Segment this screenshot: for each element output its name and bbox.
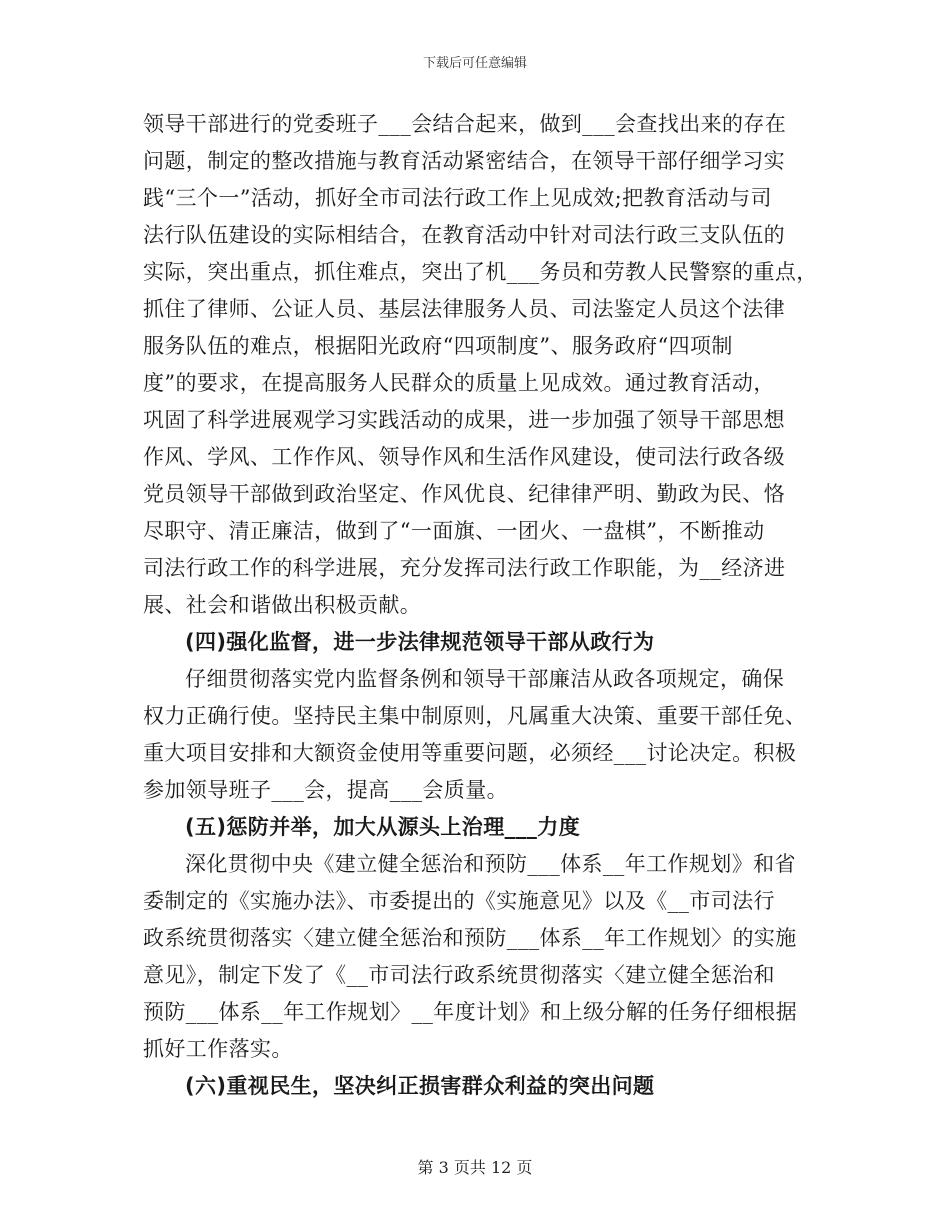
page-number: 第 3 页共 12 页 — [417, 1158, 533, 1177]
section-heading-6: (六)重视民生，坚决纠正损害群众利益的突出问题 — [185, 1074, 655, 1098]
section-heading-4: (四)强化监督，进一步法律规范领导干部从政行为 — [185, 630, 655, 654]
section-heading-5: (五)惩防并举，加大从源头上治理___力度 — [185, 815, 581, 839]
document-body — [143, 106, 823, 1105]
download-note: 下载后可任意编辑 — [422, 56, 527, 71]
paragraph-3: 深化贯彻中央《建立健全惩治和预防___体系__年工作规划》和省 委制定的《实施办法》、市委提出的《实施意见》以及《__市司法行 政系统贯彻落实〈建立健全惩治和预防___体系__年工作规划〉的实施 意见》，制定下发了《__市司法行政系统贯彻落实〈建立健全惩治和 预防___体系__年工作规划〉__年度计划》和上级分解的任务仔细根据 抓好工作落实。 — [143, 852, 798, 1061]
paragraph-1: 领导干部进行的党委班子___会结合起来，做到___会查找出来的存在 问题，制定的整改措施与教育活动紧密结合，在领导干部仔细学习实 践“三个一”活动，抓好全市司法行政工作上见成效;把教育活动与司 法行队伍建设的实际相结合，在教育活动中针对司法行政三支队伍的 实际，突出重点，抓住难点，突出了机___务员和劳教人民警察的重点， 抓住了律师、公证人员、基层法律服务人员、司法鉴定人员这个法律 服务队伍的难点，根据阳光政府“四项制度”、服务政府“四项制 度”的要求，在提高服务人民群众的质量上见成效。通过教育活动， 巩固了科学进展观学习实践活动的成果，进一步加强了领导干部思想 作风、学风、工作作风、领导作风和生活作风建设，使司法行政各级 党员领导干部做到政治坚定、作风优良、纪律律严明、勤政为民、恪 尽职守、清正廉洁，做到了“一面旗、一团火、一盘棋”，不断推动 司法行政工作的科学进展，充分发挥司法行政工作职能，为__经济进 展、社会和谐做出积极贡献。 — [143, 112, 818, 617]
paragraph-2: 仔细贯彻落实党内监督条例和领导干部廉洁从政各项规定，确保 权力正确行使。坚持民主集中制原则，凡属重大决策、重要干部任免、 重大项目安排和大额资金使用等重要问题，必须经___讨论决定。积极 参加领导班子___会，提高___会质量。 — [143, 667, 807, 802]
